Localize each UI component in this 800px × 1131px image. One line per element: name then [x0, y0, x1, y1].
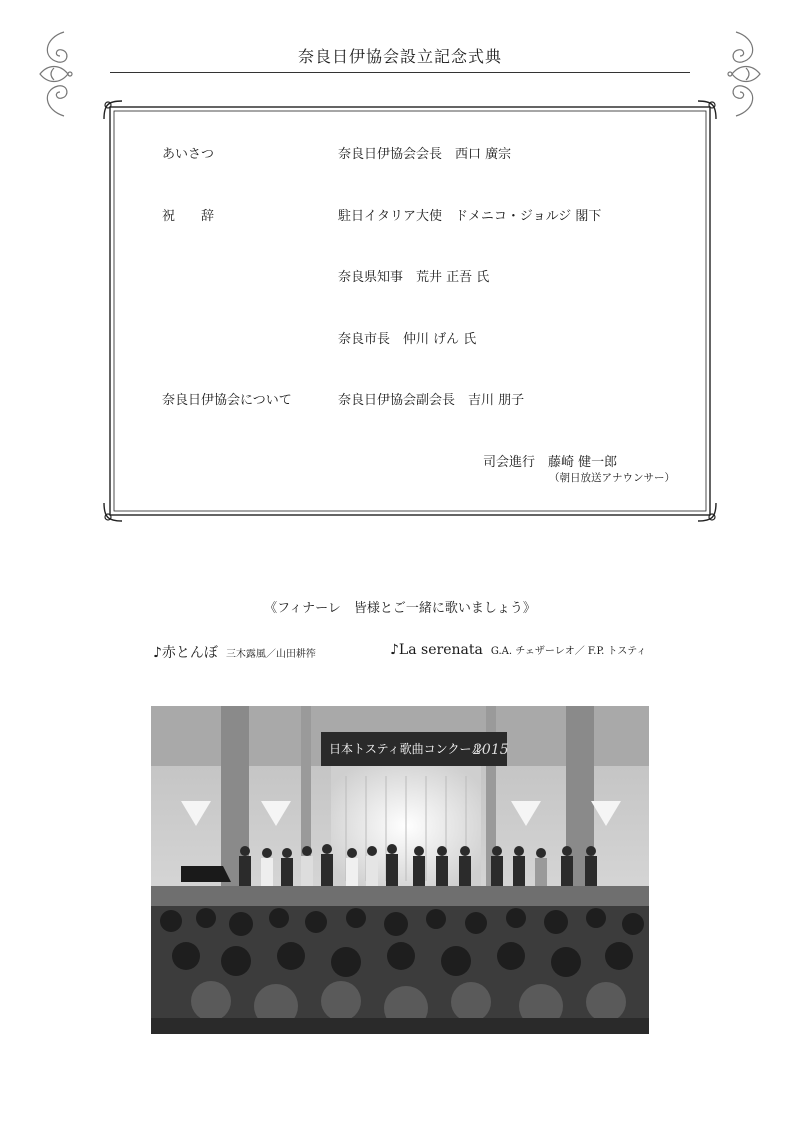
song-title: ♪La serenata: [390, 642, 483, 658]
song-credit: G.A. チェザーレオ／ F.P. トスティ: [490, 646, 647, 657]
mc-name: 司会進行 藤崎 健一郎: [483, 455, 618, 470]
title-divider: [110, 72, 690, 73]
finale-heading: 《フィナーレ 皆様とご一緒に歌いましょう》: [264, 601, 536, 616]
song-title: ♪赤とんぼ: [153, 645, 218, 661]
mc-role: （朝日放送アナウンサー）: [549, 472, 675, 484]
banner-year: 2015: [473, 742, 509, 758]
left-corner-ornament: [34, 28, 80, 120]
program-speaker: 駐日イタリア大使 ドメニコ・ジョルジ 閣下: [338, 209, 602, 224]
right-corner-ornament: [720, 28, 766, 120]
program-speaker: 奈良日伊協会会長 西口 廣宗: [338, 147, 512, 162]
song-credit: 三木露風／山田耕筰: [225, 649, 316, 660]
piano: [181, 866, 231, 882]
program-speaker: 奈良県知事 荒井 正吾 氏: [338, 270, 490, 285]
program-label: あいさつ: [162, 147, 215, 162]
banner-title: 日本トスティ歌曲コンクール: [329, 742, 484, 756]
page-title: 奈良日伊協会設立記念式典: [297, 47, 502, 66]
program-speaker: 奈良市長 仲川 げん 氏: [338, 332, 477, 347]
program-label: 祝 辞: [162, 209, 215, 224]
program-speaker: 奈良日伊協会副会長 吉川 朋子: [338, 393, 525, 408]
concert-photo: [151, 706, 649, 1034]
program-label: 奈良日伊協会について: [162, 393, 292, 408]
song-akatonbo: [153, 642, 316, 662]
concert-hall-illustration: [151, 706, 649, 1034]
song-la-serenata: [390, 642, 646, 658]
